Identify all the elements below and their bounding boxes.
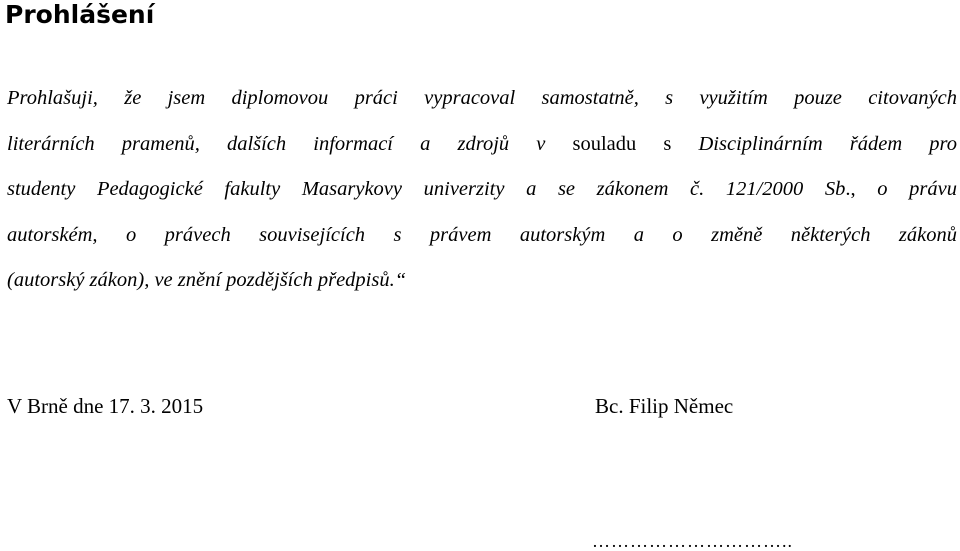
declaration-line-3-part-1: studenty Pedagogické fakulty Masarykovy univerzity a se zákonem č. 121/2000 Sb: [7, 178, 846, 200]
declaration-line-1: Prohlašuji, že jsem diplomovou práci vypracoval samostatně, s využitím pouze citovaných: [7, 87, 957, 109]
signer-name: Bc. Filip Němec: [595, 394, 734, 418]
declaration-line-2-part-2: souladu s: [545, 132, 699, 155]
declaration-line-3: [7, 167, 957, 213]
declaration-paragraph: [7, 76, 957, 304]
declaration-line-2-part-3: Disciplinárním řádem pro: [698, 132, 957, 155]
declaration-line-4: autorském, o právech souvisejících s právem autorským a o změně některých zákonů: [7, 223, 957, 246]
declaration-line-3-part-2: .,: [845, 178, 878, 200]
place-and-date: V Brně dne 17. 3. 2015: [7, 394, 204, 418]
declaration-line-5: (autorský zákon), ve znění pozdějších předpisů.“: [7, 269, 407, 291]
page-title: Prohlášení: [5, 0, 155, 29]
declaration-line-2-part-1: literárních pramenů, dalších informací a zdrojů v: [7, 132, 546, 155]
declaration-line-3-part-3: o právu: [877, 178, 957, 200]
declaration-line-2: [7, 122, 957, 168]
signature-line: …………………………..: [592, 531, 793, 551]
